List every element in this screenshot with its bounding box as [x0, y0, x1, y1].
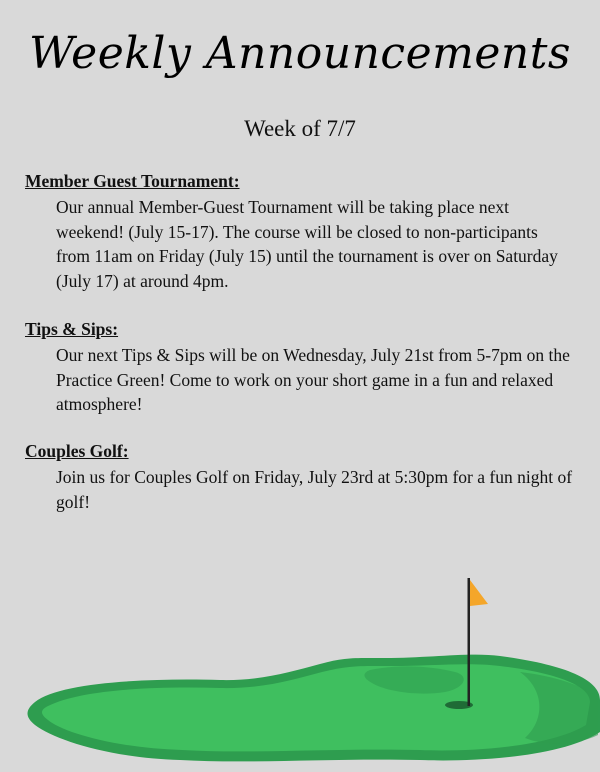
page-title: Weekly Announcements — [29, 28, 571, 79]
section-heading: Couples Golf: — [25, 441, 129, 461]
flag-pole — [468, 578, 471, 706]
section-tips-sips — [25, 318, 585, 417]
section-heading: Tips & Sips: — [25, 319, 119, 339]
section-couples-golf — [25, 440, 585, 514]
section-text: Our annual Member-Guest Tournament will be taking place next weekend! (July 15-17). The course will be closed to non-participants from 11am on Friday (July 15) until the tournament is over on Saturday (July 17) at around 4pm. — [56, 197, 558, 291]
section-heading: Member Guest Tournament: — [25, 171, 240, 191]
flag-icon — [470, 580, 488, 606]
page-subtitle: Week of 7/7 — [244, 116, 356, 141]
putting-green-icon — [28, 655, 600, 762]
golf-green-illustration — [0, 560, 600, 772]
section-text: Our next Tips & Sips will be on Wednesday, July 21st from 5-7pm on the Practice Green! Come to work on your short game in a fun and relaxed atmosphere! — [56, 345, 570, 414]
section-member-guest — [25, 170, 585, 293]
section-text: Join us for Couples Golf on Friday, July 23rd at 5:30pm for a fun night of golf! — [56, 467, 573, 512]
